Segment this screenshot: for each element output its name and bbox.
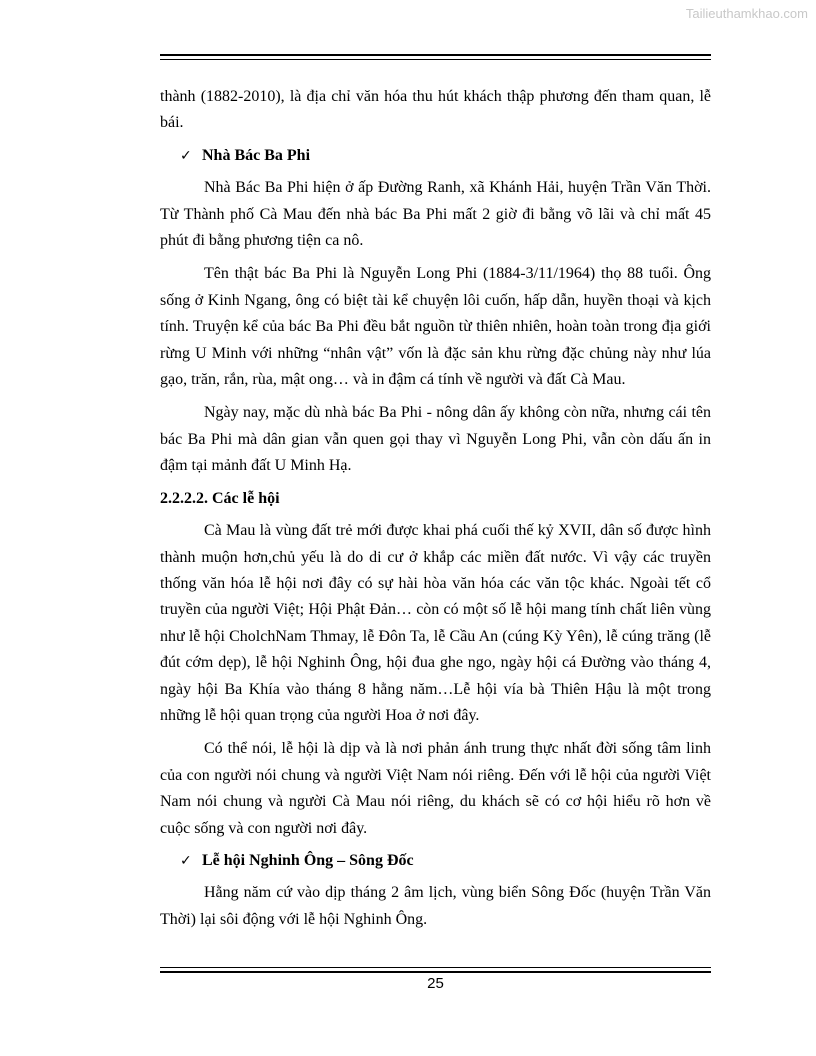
bullet-label: Nhà Bác Ba Phi [202, 146, 311, 164]
paragraph: Ngày nay, mặc dù nhà bác Ba Phi - nông dân ấy không còn nữa, nhưng cái tên bác Ba Phi mà dân gian vẫn quen gọi thay vì Nguyễn Long Phi, vẫn còn dấu ấn in đậm tại mảnh đất U Minh Hạ. [160, 404, 711, 475]
page-body [160, 84, 711, 933]
watermark: Tailieuthamkhao.com [685, 6, 808, 21]
footer-rule-bottom [160, 971, 711, 973]
header-rule-bottom [160, 59, 711, 60]
paragraph: Cà Mau là vùng đất trẻ mới được khai phá cuối thế kỷ XVII, dân số được hình thành muộn hơn,chủ yếu là do di cư ở khắp các miền đất nước. Vì vậy các truyền thống văn hóa lễ hội nơi đây có sự hài hòa văn hóa các văn tộc khác. Ngoài tết cổ truyền của người Việt; Hội Phật Đản… còn có một số lễ hội mang tính chất liên vùng như lễ hội CholchNam Thmay, lễ Đôn Ta, lễ Cầu An (cúng Kỳ Yên), lễ cúng trăng (lễ đút cớm dẹp), lễ hội Nghinh Ông, hội đua ghe ngo, ngày hội cá Đường vào tháng 4, ngày hội Ba Khía vào tháng 8 hằng năm…Lễ hội vía bà Thiên Hậu là một trong những lễ hội quan trọng của người Hoa ở nơi đây. [160, 522, 711, 724]
paragraph: Tên thật bác Ba Phi là Nguyễn Long Phi (1884-3/11/1964) thọ 88 tuổi. Ông sống ở Kinh Ngang, ông có biệt tài kể chuyện lôi cuốn, hấp dẫn, huyền thoại và kịch tính. Truyện kể của bác Ba Phi đều bắt nguồn từ thiên nhiên, hoàn toàn trong địa giới rừng U Minh với những “nhân vật” vốn là đặc sản khu rừng đặc chủng này như lúa gạo, trăn, rắn, rùa, mật ong… và in đậm cá tính về người và đất Cà Mau. [160, 265, 711, 389]
paragraph: Có thể nói, lễ hội là dịp và là nơi phản ánh trung thực nhất đời sống tâm linh của con người nói chung và người Việt Nam nói riêng. Đến với lễ hội của người Việt Nam nói chung và người Cà Mau nói riêng, du khách sẽ có cơ hội hiểu rõ hơn về cuộc sống và con người nơi đây. [160, 740, 711, 837]
paragraph: Hằng năm cứ vào dịp tháng 2 âm lịch, vùng biển Sông Đốc (huyện Trần Văn Thời) lại sôi động với lễ hội Nghinh Ông. [160, 884, 711, 928]
paragraph: Nhà Bác Ba Phi hiện ở ấp Đường Ranh, xã Khánh Hải, huyện Trần Văn Thời. Từ Thành phố Cà Mau đến nhà bác Ba Phi mất 2 giờ đi bằng võ lãi và chỉ mất 45 phút đi bằng phương tiện ca nô. [160, 179, 711, 250]
footer-rule-top [160, 967, 711, 968]
check-icon: ✓ [180, 147, 192, 164]
header-rule-top [160, 54, 711, 56]
bullet-heading-nghinh-ong [160, 848, 711, 874]
paragraph: thành (1882-2010), là địa chỉ văn hóa thu hút khách thập phương đến tham quan, lễ bái. [160, 88, 711, 132]
bullet-heading-ba-phi [160, 143, 711, 169]
bullet-label: Lễ hội Nghinh Ông – Sông Đốc [202, 851, 414, 869]
check-icon: ✓ [180, 852, 192, 869]
section-heading: 2.2.2.2. Các lễ hội [160, 489, 280, 507]
page-number: 25 [427, 975, 444, 992]
